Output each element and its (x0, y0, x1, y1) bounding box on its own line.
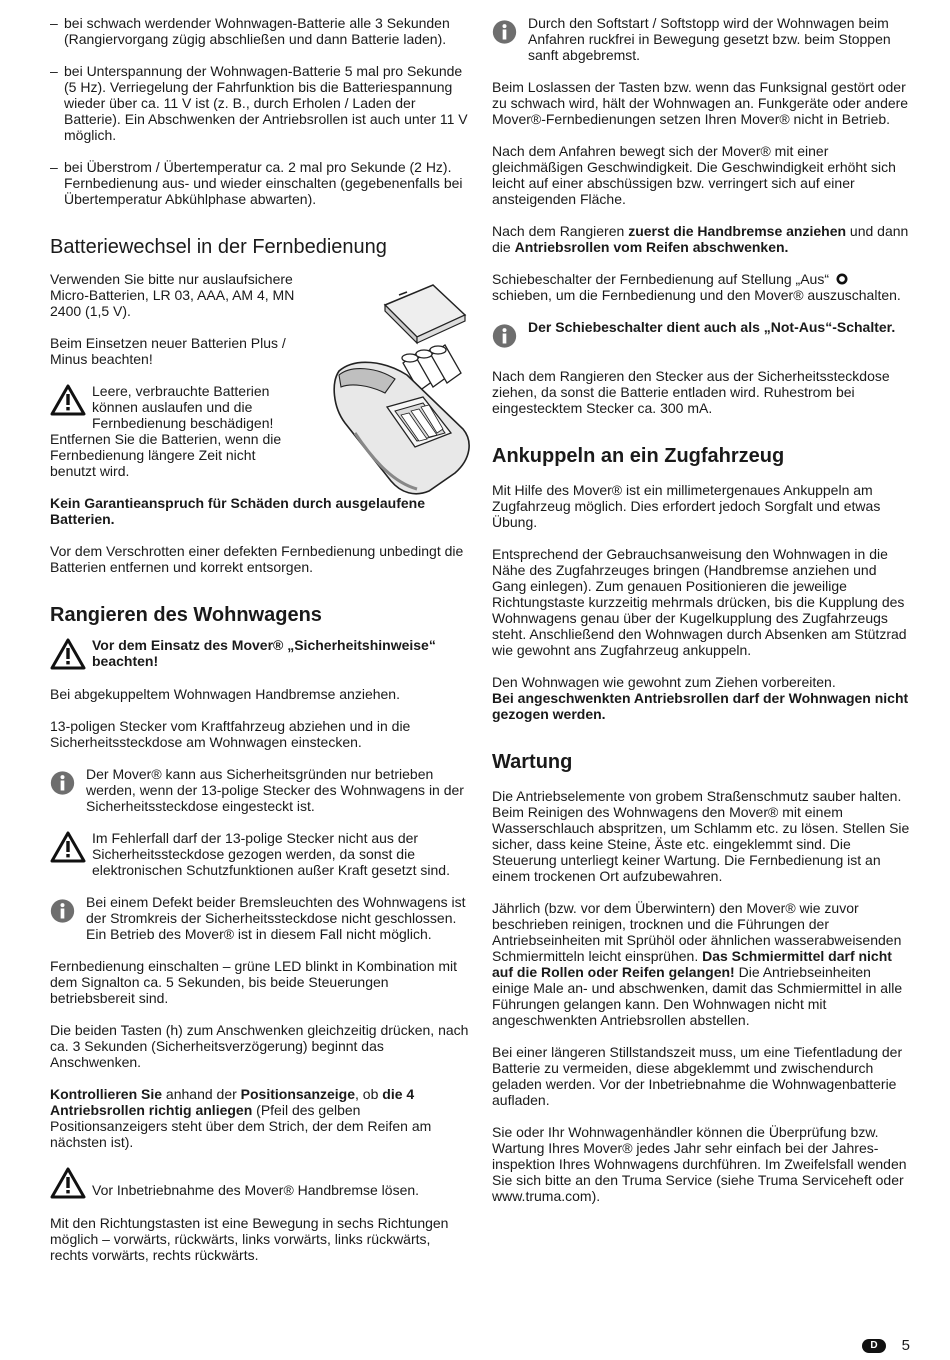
slide-text-2: schieben, um die Fernbedienung und den Mover® auszuschalten. (492, 287, 901, 303)
warning-fault (50, 830, 470, 878)
info-icon (492, 320, 522, 352)
list-item (50, 159, 470, 207)
heading-couple: Ankuppeln an ein Zugfahrzeug (492, 445, 785, 467)
check-text-2: , ob (355, 1086, 383, 1102)
page-number: 5 (901, 1337, 910, 1354)
info-text: Bei einem Defekt beider Bremsleuchten des Wohnwagens ist der Stromkreis der Sicherheitssteckdose nicht geschlossen. Ein Betrieb des Mover® ist in diesem Fall nicht möglich. (86, 894, 466, 942)
info-icon (50, 895, 80, 927)
paragraph-battery-type: Verwenden Sie bitte nur auslaufsichere Micro-Batterien, LR 03, AAA, AM 4, MN 2400 (1,5 V). (50, 271, 295, 319)
right-column (492, 15, 912, 1220)
check-bold-1: Kontrollieren Sie (50, 1086, 163, 1102)
paragraph-warranty (50, 495, 470, 527)
paragraph-wartung-4: Sie oder Ihr Wohnwagenhändler können die Überprüfung bzw. Wartung Ihres Mover® jedes Jahr sehr einfach bei der Jahres-inspektion Ihres Wohnwagens durchführen. Im Zweifelsfall wenden Sie sich bitte an den Truma Service (siehe Truma Serviceheft oder www.truma.com). (492, 1124, 907, 1204)
info-defect (50, 894, 470, 942)
warning-release-brake (50, 1166, 470, 1199)
remote-control-battery-illustration (325, 283, 475, 495)
heading-wartung: Wartung (492, 751, 573, 773)
language-badge: D (862, 1339, 886, 1353)
paragraph-switch-on: Fernbedienung einschalten – grüne LED blinkt in Kombination mit dem Signalton ca. 5 Sekunden, bis beide Steuerungen betriebsbereit sind. (50, 958, 458, 1006)
paragraph-slide-switch (492, 271, 912, 303)
left-column (50, 15, 470, 1279)
paragraph-directions: Mit den Richtungstasten ist eine Bewegung in sechs Richtungen möglich – vorwärts, rückwärts, links vorwärts, links rückwärts, rechts vorwärts, rechts rückwärts. (50, 1215, 449, 1263)
paragraph-release-keys: Beim Loslassen der Tasten bzw. wenn das Funksignal gestört oder zu schwach wird, hält der Wohnwagen an. Funkgeräte oder andere Mover®-Fernbedienungen setzen Ihren Mover® nicht in Betrieb. (492, 79, 909, 127)
paragraph-couple-1: Mit Hilfe des Mover® ist ein millimetergenaues Ankuppeln am Zugfahrzeug möglich. Dies erfordert jedoch Sorgfalt und etwas Übung. (492, 482, 881, 530)
paragraph-couple-2: Entsprechend der Gebrauchsanweisung den Wohnwagen in die Nähe des Zugfahrzeuges bringen (Handbremse anziehen und Gang einlegen). Zum genauen Positionieren die jeweilige Richtungstaste kurzzeitig mehrmals drücken, bis die Kupplung des Wohnwagens genau über der Kugelkupplung des Zugfahrzeugs steht. Anschließend den Wohnwagen durch Absenken am Stützrad wie gewohnt ans Zugfahrzeug ankuppeln. (492, 546, 907, 658)
info-icon (50, 767, 80, 799)
warning-text: Im Fehlerfall darf der 13-polige Stecker nicht aus der Sicherheitssteckdose gezogen werden, da sonst die elektronischen Schutzfunktionen außer Kraft gesetzt sind. (92, 830, 450, 878)
warning-text: Vor Inbetriebnahme des Mover® Handbremse lösen. (92, 1182, 420, 1198)
check-text-1: anhand der (162, 1086, 241, 1102)
paragraph-battery-polarity: Beim Einsetzen neuer Batterien Plus / Minus beachten! (50, 335, 286, 367)
warning-triangle-icon (50, 638, 86, 670)
info-emergency-off (492, 319, 912, 352)
after-bold-1: zuerst die Handbremse anziehen (628, 223, 847, 239)
warranty-bold: Kein Garantieanspruch für Schäden durch ausgelaufene Batterien. (50, 495, 425, 527)
paragraph-plug: 13-poligen Stecker vom Kraftfahrzeug abziehen und in die Sicherheitssteckdose am Wohnwagen einstecken. (50, 718, 411, 750)
dash-mark: – (50, 15, 58, 31)
slide-text-1: Schiebeschalter der Fernbedienung auf Stellung „Aus“ (492, 271, 829, 287)
dash-mark: – (50, 63, 58, 79)
warning-text: Leere, verbrauchte Batterien können auslaufen und die Fernbedienung beschädigen! Entfernen Sie die Batterien, wenn die Fernbedienung längere Zeit nicht benutzt wird. (50, 383, 282, 479)
paragraph-scrap: Vor dem Verschrotten einer defekten Fernbedienung unbedingt die Batterien entfernen und korrekt entsorgen. (50, 543, 464, 575)
wartung-bold: Das Schmiermittel darf nicht auf die Rollen oder Reifen gelangen! (492, 948, 892, 980)
off-position-icon (836, 273, 848, 285)
info-text: Der Mover® kann aus Sicherheitsgründen nur betrieben werden, wenn der 13-polige Stecker des Wohnwagens in der Sicherheitssteckdose eingesteckt ist. (86, 766, 464, 814)
list-item (50, 63, 470, 143)
heading-rangieren: Rangieren des Wohnwagens (50, 604, 322, 626)
paragraph-wartung-3: Bei einer längeren Stillstandszeit muss, um eine Tiefentladung der Batterie zu vermeiden, diese abgeklemmt und zwischendurch geladen werden. Vor der Inbetriebnahme die Wohnwagenbatterie aufladen. (492, 1044, 903, 1108)
list-item (50, 15, 470, 47)
paragraph-brake: Bei abgekuppeltem Wohnwagen Handbremse anziehen. (50, 686, 400, 702)
info-softstart (492, 15, 912, 63)
warning-triangle-icon (50, 1167, 86, 1199)
list-item-text: bei schwach werdender Wohnwagen-Batterie alle 3 Sekunden (Rangiervorgang zügig abschließen und dann Batterie laden). (64, 15, 450, 47)
couple-text: Den Wohnwagen wie gewohnt zum Ziehen vorbereiten. (492, 674, 836, 690)
warning-safety (50, 637, 470, 670)
paragraph-couple-3 (492, 674, 912, 722)
info-icon (492, 16, 522, 48)
info-text: Der Schiebeschalter dient auch als „Not-Aus“-Schalter. (528, 319, 896, 335)
heading-battery-change: Batteriewechsel in der Fernbedienung (50, 236, 387, 258)
check-bold-3: die 4 Antriebsrollen richtig anliegen (50, 1086, 415, 1118)
list-item-text: bei Unterspannung der Wohnwagen-Batterie 5 mal pro Sekunde (5 Hz). Verriegelung der Fahrfunktion bis die Batteriespannung wieder über ca. 11 V ist (z. B., durch Erholen / Laden der Batterie). Ein Abschwenken der Antriebsrollen ist auch unter 11 V möglich. (64, 63, 468, 143)
paragraph-wartung-2 (492, 900, 912, 1028)
check-bold-2: Positionsanzeige (240, 1086, 356, 1102)
after-text-1: Nach dem Rangieren (492, 223, 629, 239)
wartung-text-2: Die Antriebseinheiten einige Male an- und abschwenken, damit das Schmiermittel in alle Führungen gelangen kann. Den Wohnwagen nicht mit angeschwenkten Antriebsrollen abstellen. (492, 964, 903, 1028)
info-plug (50, 766, 470, 814)
after-text-2: und dann die (492, 223, 909, 255)
wartung-text-1: Jährlich (bzw. vor dem Überwintern) den Mover® wie zuvor beschrieben reinigen, trocknen und die Führungen der Antriebseinheiten mit Sprühöl oder ähnlichen wasserabweisenden Schmiermitteln leicht einsprühen. (492, 900, 902, 964)
couple-bold: Bei angeschwenkten Antriebsrollen darf der Wohnwagen nicht gezogen werden. (492, 690, 909, 722)
paragraph-check-position (50, 1086, 470, 1150)
paragraph-speed: Nach dem Anfahren bewegt sich der Mover® mit einer gleichmäßigen Geschwindigkeit. Die Geschwindigkeit erhöht sich leicht auf einer abschüssigen bzw. verringert sich auf einer ansteigenden Fläche. (492, 143, 896, 207)
warning-triangle-icon (50, 831, 86, 863)
warning-text: Vor dem Einsatz des Mover® „Sicherheitshinweise“ beachten! (92, 637, 436, 669)
battery-cover-image (385, 285, 465, 343)
warning-triangle-icon (50, 384, 86, 416)
list-item-text: bei Überstrom / Übertemperatur ca. 2 mal pro Sekunde (2 Hz). Fernbedienung aus- und wieder einschalten (gegebenenfalls bei Übertemperatur Abkühlphase abwarten). (64, 159, 463, 207)
dash-mark: – (50, 159, 58, 175)
warning-battery (50, 383, 290, 479)
after-bold-2: Antriebsrollen vom Reifen abschwenken. (514, 239, 789, 255)
paragraph-after-maneuver (492, 223, 912, 255)
paragraph-unplug: Nach dem Rangieren den Stecker aus der Sicherheitssteckdose ziehen, da sonst die Batterie entladen wird. Ruhestrom bei eingestecktem Stecker ca. 300 mA. (492, 368, 890, 416)
paragraph-two-keys: Die beiden Tasten (h) zum Anschwenken gleichzeitig drücken, nach ca. 3 Sekunden (Sicherheitsverzögerung) beginnt das Anschwenken. (50, 1022, 469, 1070)
info-text: Durch den Softstart / Softstopp wird der Wohnwagen beim Anfahren ruckfrei in Bewegung gesetzt bzw. beim Stoppen sanft abgebremst. (528, 15, 891, 63)
check-text-3: (Pfeil des gelben Positionsanzeigers steht über dem Strich, der dem Reifen am nächsten ist). (50, 1102, 432, 1150)
paragraph-wartung-1: Die Antriebselemente von grobem Straßenschmutz sauber halten. Beim Reinigen des Wohnwagens den Mover® mit einem Wasserschlauch abspritzen, um Schlamm etc. zu lösen. Stellen Sie sicher, dass keine Steine, Äste etc. eingeklemmt sind. Die Steuerung unterliegt keiner Wartung. Die Fernbedienung ist an einem trockenen Ort aufzubewahren. (492, 788, 910, 884)
